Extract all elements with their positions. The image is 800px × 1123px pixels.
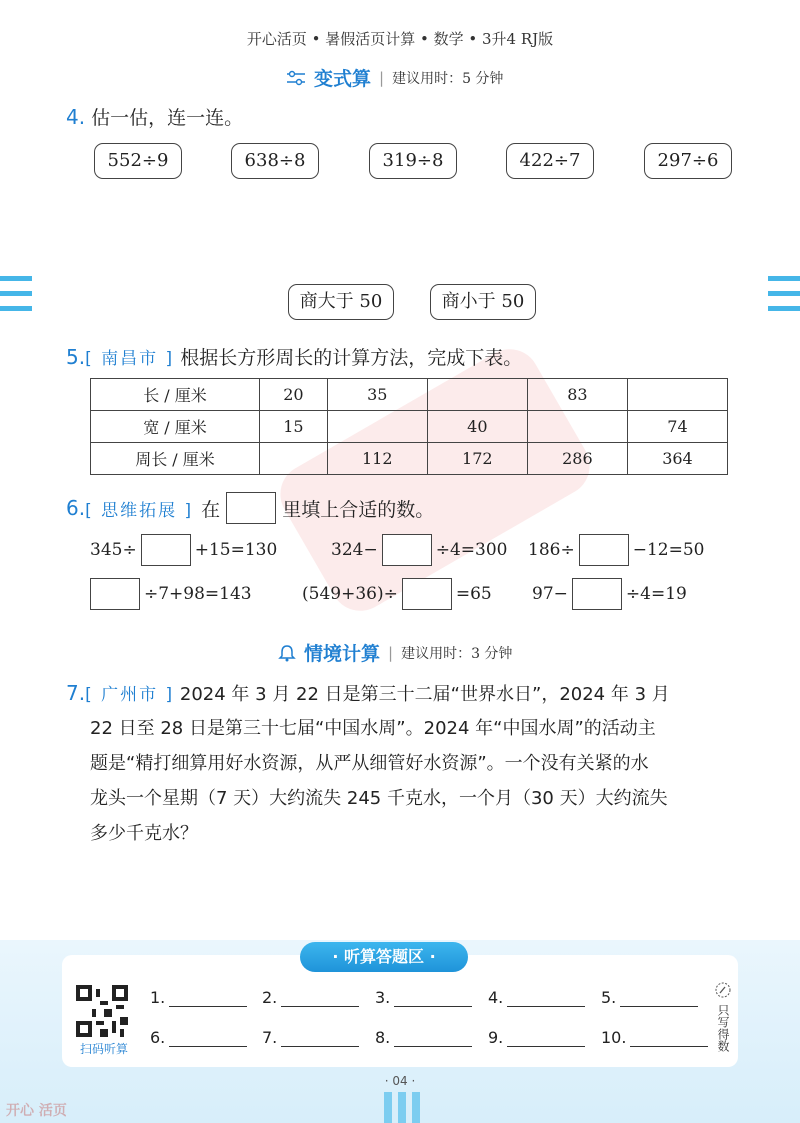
answer-slot[interactable]: [375, 988, 472, 1007]
question-prompt: 根据长方形周长的计算方法，完成下表。: [180, 347, 523, 369]
answer-line[interactable]: [630, 1032, 708, 1047]
paragraph-line: 龙头一个星期（7 天）大约流失 245 千克水，一个月（30 天）大约流失: [90, 788, 668, 809]
equation-3: [528, 534, 704, 566]
answer-area-title: · 听算答题区 ·: [300, 942, 468, 972]
equation-left: 324−: [331, 540, 378, 560]
paragraph-line: 22 日至 28 日是第三十七届“中国水周”。2024 年“中国水周”的活动主: [90, 718, 656, 739]
prompt-pre: 在: [201, 498, 221, 521]
divider: |: [379, 68, 385, 87]
answer-line[interactable]: [394, 992, 472, 1007]
answer-number: 1.: [150, 988, 166, 1007]
qr-label: 扫码听算: [79, 1042, 128, 1056]
equation-left: (549+36)÷: [302, 584, 398, 604]
expression-box[interactable]: 297÷6: [644, 143, 732, 179]
question-4: [66, 103, 243, 130]
equation-5: [302, 578, 492, 610]
answer-line[interactable]: [281, 992, 359, 1007]
answer-number: 6.: [150, 1028, 166, 1047]
table-cell-blank[interactable]: [427, 379, 527, 411]
section-name: 变式算: [314, 68, 372, 90]
table-cell-blank[interactable]: [627, 379, 727, 411]
equation-right: =65: [455, 584, 492, 604]
table-cell-blank[interactable]: [527, 411, 627, 443]
answer-box[interactable]: [141, 534, 191, 566]
answer-slot[interactable]: [601, 1028, 708, 1047]
section-title-context: [278, 639, 512, 666]
time-hint: 建议用时：3 分钟: [401, 645, 513, 662]
answer-number: 2.: [262, 988, 278, 1007]
equation-right: +15=130: [194, 540, 278, 560]
expression-box[interactable]: 319÷8: [369, 143, 457, 179]
bell-icon: [278, 644, 296, 662]
answer-line[interactable]: [620, 992, 698, 1007]
target-box-less[interactable]: 商小于 50: [430, 284, 536, 320]
region-tag: [ 广州市 ]: [85, 685, 175, 705]
question-number: 7.: [66, 681, 86, 705]
bottom-tabs: [374, 1092, 430, 1123]
sliders-icon: [286, 70, 306, 86]
answer-box[interactable]: [579, 534, 629, 566]
answer-number: 3.: [375, 988, 391, 1007]
left-decoration: [0, 276, 32, 321]
answer-slot[interactable]: [262, 1028, 359, 1047]
table-cell: 364: [627, 443, 727, 475]
question-number: 6.: [66, 496, 86, 520]
answer-number: 4.: [488, 988, 504, 1007]
table-cell: 112: [327, 443, 427, 475]
equation-right: ÷4=19: [625, 584, 687, 604]
answer-slot[interactable]: [601, 988, 698, 1007]
equation-6: [532, 578, 687, 610]
equation-1: [90, 534, 277, 566]
equation-right: −12=50: [632, 540, 705, 560]
answer-line[interactable]: [169, 992, 247, 1007]
answer-line[interactable]: [169, 1032, 247, 1047]
answer-number: 8.: [375, 1028, 391, 1047]
answer-box[interactable]: [382, 534, 432, 566]
section-name: 情境计算: [304, 643, 381, 665]
question-5: [66, 343, 522, 370]
section-title-variant: [286, 64, 503, 91]
table-cell: 286: [527, 443, 627, 475]
right-decoration: [768, 276, 800, 321]
answer-number: 9.: [488, 1028, 504, 1047]
row-label: 长 / 厘米: [91, 379, 260, 411]
row-label: 周长 / 厘米: [91, 443, 260, 475]
topic-tag: [ 思维拓展 ]: [85, 500, 194, 521]
question-7-head: [66, 676, 670, 713]
question-6: [66, 492, 434, 524]
write-result-note: [714, 982, 732, 1052]
table-cell: 40: [427, 411, 527, 443]
answer-slot[interactable]: [150, 988, 247, 1007]
prompt-post: 里填上合适的数。: [282, 498, 435, 521]
table-cell: 83: [527, 379, 627, 411]
target-box-greater[interactable]: 商大于 50: [288, 284, 394, 320]
answer-slot[interactable]: [375, 1028, 472, 1047]
table-cell: 172: [427, 443, 527, 475]
region-tag: [ 南昌市 ]: [85, 349, 175, 369]
answer-slot[interactable]: [488, 988, 585, 1007]
answer-line[interactable]: [507, 1032, 585, 1047]
paragraph-line: 多少千克水？: [90, 823, 198, 844]
table-cell: 15: [260, 411, 328, 443]
equation-left: 186÷: [528, 540, 575, 560]
table-cell-blank[interactable]: [260, 443, 328, 475]
question-number: 5.: [66, 345, 86, 369]
paragraph-line: 2024 年 3 月 22 日是第三十二届“世界水日”，2024 年 3 月: [179, 684, 670, 705]
equation-right: ÷4=300: [435, 540, 508, 560]
answer-line[interactable]: [394, 1032, 472, 1047]
answer-slot[interactable]: [488, 1028, 585, 1047]
table-cell: 74: [627, 411, 727, 443]
table-row: [91, 443, 728, 475]
answer-number: 7.: [262, 1028, 278, 1047]
answer-slot[interactable]: [262, 988, 359, 1007]
qr-code[interactable]: [76, 985, 128, 1037]
row-label: 宽 / 厘米: [91, 411, 260, 443]
divider: |: [388, 643, 394, 662]
equation-right: ÷7+98=143: [144, 584, 252, 604]
equation-2: [331, 534, 507, 566]
answer-box[interactable]: [402, 578, 452, 610]
pen-circle-icon: [715, 982, 731, 998]
table-cell: 20: [260, 379, 328, 411]
brand-watermark: 开心 活页: [6, 1103, 67, 1119]
question-prompt: 估一估，连一连。: [91, 107, 244, 129]
answer-slot[interactable]: [150, 1028, 247, 1047]
expression-box[interactable]: 638÷8: [231, 143, 319, 179]
expression-box[interactable]: 552÷9: [94, 143, 182, 179]
page-number: · 04 ·: [384, 1074, 416, 1088]
answer-box[interactable]: [572, 578, 622, 610]
answer-box[interactable]: [90, 578, 140, 610]
page-header: 开心活页 • 暑假活页计算 • 数学 • 3升4 RJ版: [246, 30, 554, 48]
table-row: [91, 411, 728, 443]
equation-4: [90, 578, 252, 610]
question-7-body: [90, 711, 750, 851]
table-cell-blank[interactable]: [327, 411, 427, 443]
answer-number: 5.: [601, 988, 617, 1007]
paragraph-line: 题是“精打细算用好水资源，从严从细管好水资源”。一个没有关紧的水: [90, 753, 649, 774]
answer-line[interactable]: [507, 992, 585, 1007]
table-cell: 35: [327, 379, 427, 411]
question-number: 4.: [66, 105, 86, 129]
answer-number: 10.: [601, 1028, 627, 1047]
expression-box[interactable]: 422÷7: [506, 143, 594, 179]
table-row: [91, 379, 728, 411]
time-hint: 建议用时：5 分钟: [392, 70, 504, 87]
side-label: 只写得数: [716, 1004, 730, 1052]
answer-line[interactable]: [281, 1032, 359, 1047]
equation-left: 345÷: [90, 540, 137, 560]
example-box: [226, 492, 276, 524]
equation-left: 97−: [532, 584, 568, 604]
perimeter-table: [90, 378, 728, 475]
